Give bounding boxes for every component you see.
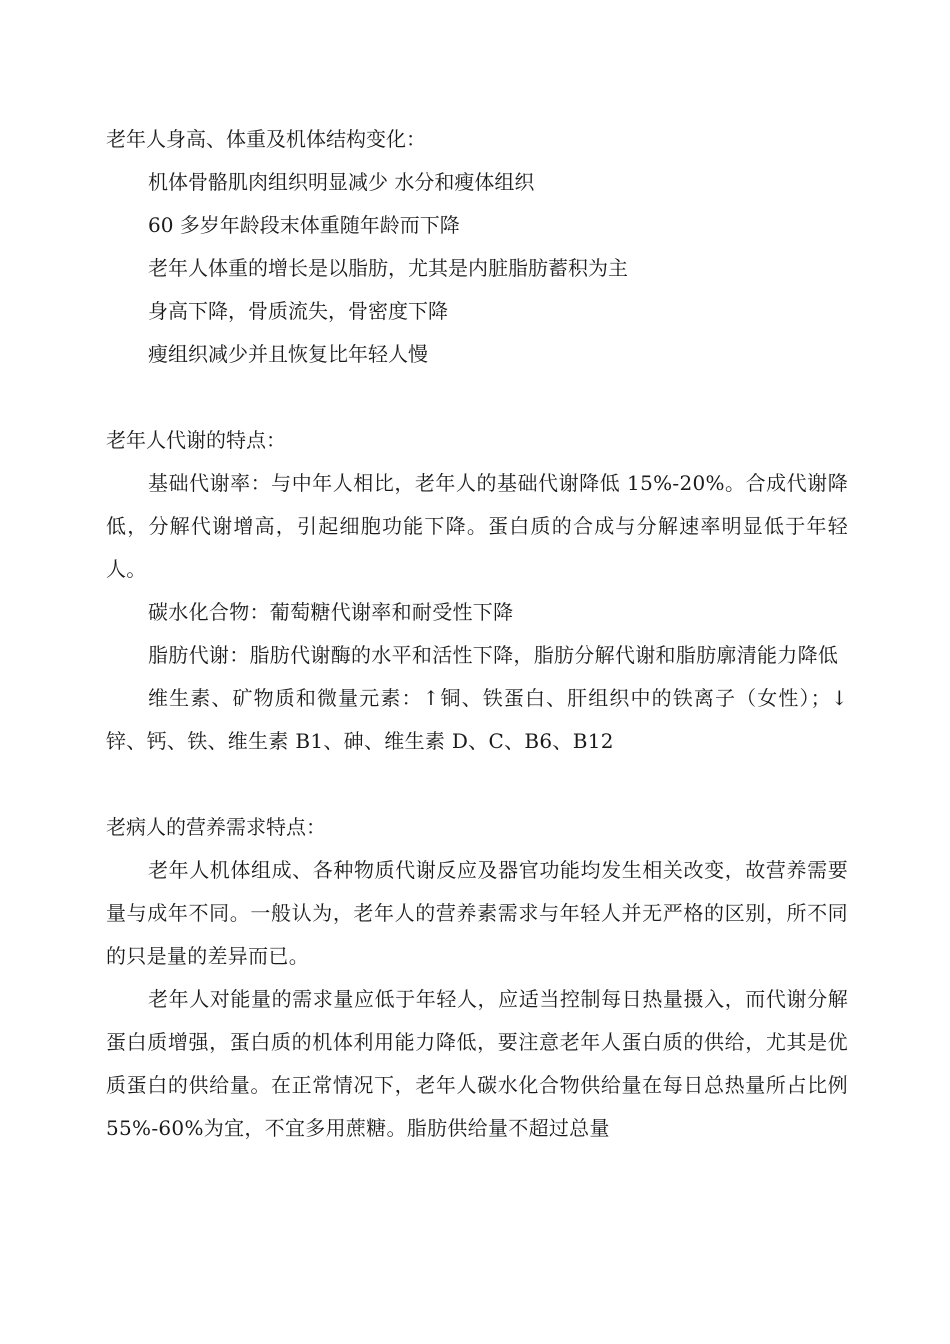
paragraph: 老年人机体组成、各种物质代谢反应及器官功能均发生相关改变，故营养需要量与成年不同。一般认为，老年人的营养素需求与年轻人并无严格的区别，所不同的只是量的差异而已。	[106, 858, 848, 968]
paragraph: 老年人对能量的需求量应低于年轻人，应适当控制每日热量摄入，而代谢分解蛋白质增强，蛋白质的机体利用能力降低，要注意老年人蛋白质的供给，尤其是优质蛋白的供给量。在正常情况下，老年人碳水化合物供给量在每日总热量所占比例 55%-60%为宜，不宜多用蔗糖。脂肪供给量不超过总量	[106, 987, 848, 1140]
section-spacer	[106, 376, 848, 419]
section-heading: 老年人身高、体重及机体结构变化：	[106, 127, 426, 151]
paragraph: 维生素、矿物质和微量元素：↑铜、铁蛋白、肝组织中的铁离子（女性）；↓锌、钙、铁、维生素 B1、砷、维生素 D、C、B6、B12	[106, 686, 848, 753]
paragraph: 脂肪代谢：脂肪代谢酶的水平和活性下降，脂肪分解代谢和脂肪廓清能力降低	[148, 643, 839, 667]
paragraph: 基础代谢率：与中年人相比，老年人的基础代谢降低 15%-20%。合成代谢降低，分解代谢增高，引起细胞功能下降。蛋白质的合成与分解速率明显低于年轻人。	[106, 471, 848, 581]
list-item: 瘦组织减少并且恢复比年轻人慢	[148, 342, 428, 366]
list-item: 机体骨骼肌肉组织明显减少 水分和瘦体组织	[148, 170, 535, 194]
section-body-changes	[106, 118, 848, 376]
document-page	[106, 118, 848, 1150]
list-item: 60 多岁年龄段末体重随年龄而下降	[148, 213, 460, 237]
section-heading: 老病人的营养需求特点：	[106, 815, 326, 839]
section-spacer	[106, 763, 848, 806]
list-item: 老年人体重的增长是以脂肪，尤其是内脏脂肪蓄积为主	[148, 256, 628, 280]
paragraph: 碳水化合物：葡萄糖代谢率和耐受性下降	[148, 600, 514, 624]
list-item: 身高下降，骨质流失，骨密度下降	[148, 299, 448, 323]
section-heading: 老年人代谢的特点：	[106, 428, 286, 452]
section-metabolism	[106, 419, 848, 763]
section-nutrition-needs	[106, 806, 848, 1150]
